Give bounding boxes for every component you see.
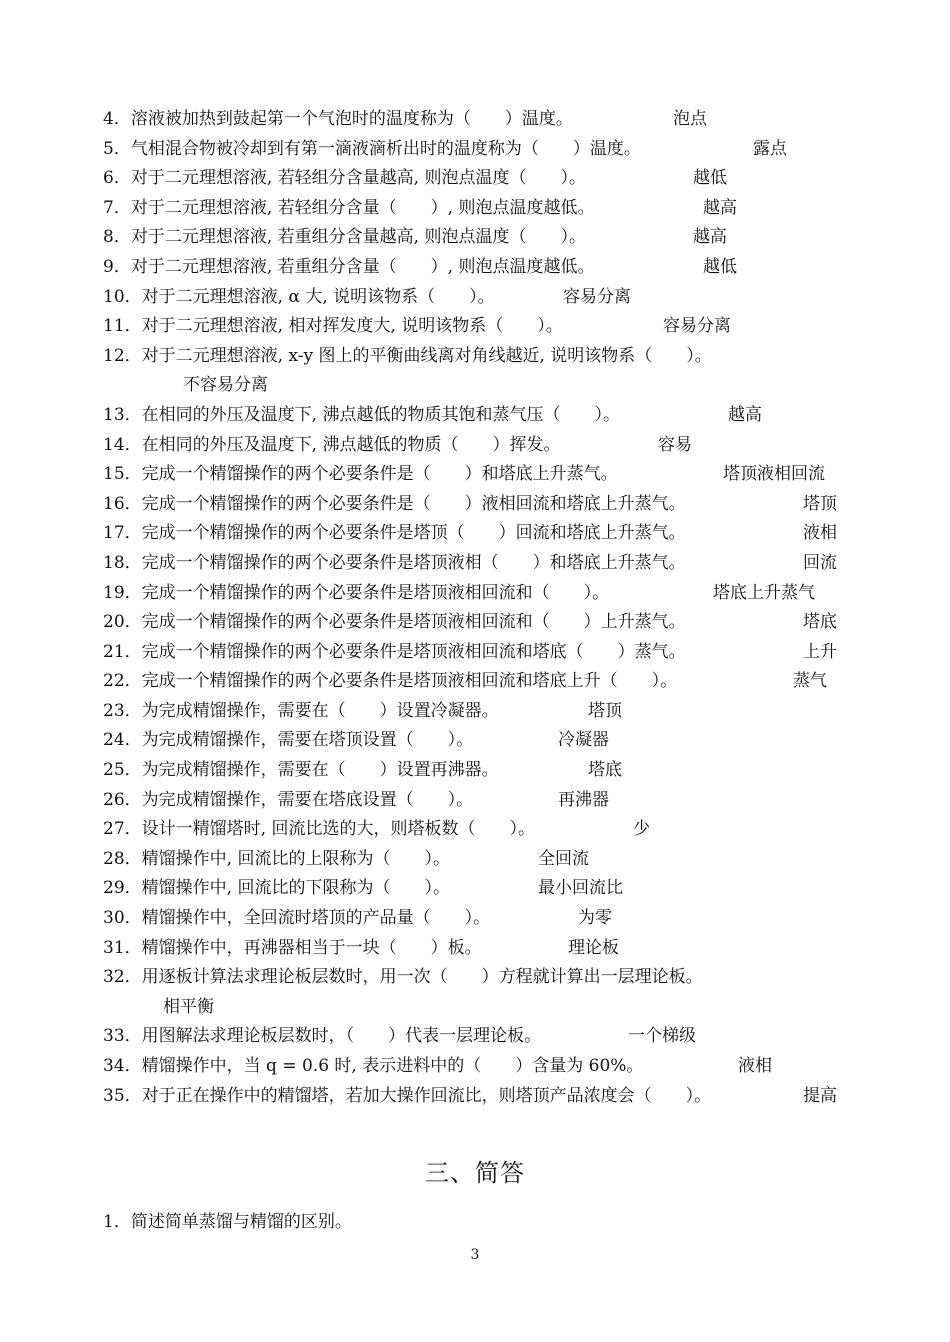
question-answer-continuation: 相平衡: [163, 996, 214, 1017]
question-text: 对于二元理想溶液, x-y 图上的平衡曲线离对角线越近, 说明该物系（ ）。: [141, 345, 712, 366]
question-answer: 越高: [728, 404, 762, 425]
question-text: 完成一个精馏操作的两个必要条件是（ ）和塔底上升蒸气。: [141, 464, 618, 485]
question-item: [103, 549, 848, 579]
question-item: [103, 519, 848, 549]
short-answer-question: 1．简述简单蒸馏与精馏的区别。: [103, 1212, 352, 1232]
question-answer: 理论板: [568, 937, 619, 958]
question-number: 25．: [103, 760, 142, 781]
question-answer: 塔底上升蒸气: [713, 582, 815, 603]
question-text: 精馏操作中, 回流比的下限称为（ ）。: [141, 878, 450, 899]
page-number: 3: [470, 1247, 480, 1263]
question-item: [103, 638, 848, 668]
question-number: 34．: [103, 1056, 142, 1076]
question-answer: 液相: [803, 523, 837, 544]
question-item: [103, 934, 848, 964]
question-answer: 越低: [693, 168, 727, 189]
question-answer-continuation: 不容易分离: [183, 375, 268, 396]
question-text: 完成一个精馏操作的两个必要条件是塔顶液相回流和塔底（ ）蒸气。: [141, 641, 686, 662]
question-answer: 容易分离: [563, 286, 631, 307]
question-item: [103, 105, 848, 135]
question-item: [103, 312, 848, 342]
question-number: 21．: [103, 641, 142, 662]
question-text: 为完成精馏操作，需要在（ ）设置冷凝器。: [141, 700, 499, 721]
question-item: [103, 490, 848, 520]
question-text: 完成一个精馏操作的两个必要条件是（ ）液相回流和塔底上升蒸气。: [141, 493, 686, 514]
question-answer: 液相: [738, 1056, 772, 1076]
question-item: [103, 342, 848, 372]
question-answer: 泡点: [673, 109, 707, 129]
question-text: 完成一个精馏操作的两个必要条件是塔顶液相回流和（ ）上升蒸气。: [141, 612, 686, 633]
question-text: 对于二元理想溶液, α 大, 说明该物系（ ）。: [141, 286, 495, 307]
question-number: 28．: [103, 848, 142, 869]
question-number: 13．: [103, 404, 142, 425]
question-number: 7．: [103, 197, 131, 218]
question-number: 4．: [103, 109, 131, 129]
question-item: [103, 1082, 848, 1112]
question-answer: 容易分离: [663, 316, 731, 337]
question-text: 精馏操作中，当 q = 0.6 时, 表示进料中的（ ）含量为 60%。: [141, 1056, 644, 1076]
question-answer: 越低: [703, 256, 737, 277]
question-number: 5．: [103, 138, 131, 159]
question-text: 完成一个精馏操作的两个必要条件是塔顶液相回流和（ ）。: [141, 582, 610, 603]
question-answer: 塔底: [588, 760, 622, 781]
question-text: 在相同的外压及温度下, 沸点越低的物质（ ）挥发。: [141, 434, 561, 455]
question-item: [103, 756, 848, 786]
question-answer: 上升: [803, 641, 837, 662]
question-item: [103, 963, 848, 993]
question-number: 22．: [103, 671, 142, 692]
question-number: 19．: [103, 582, 142, 603]
question-number: 6．: [103, 168, 131, 189]
question-answer: 越高: [703, 197, 737, 218]
question-text: 为完成精馏操作，需要在塔顶设置（ ）。: [141, 730, 474, 751]
question-number: 16．: [103, 493, 142, 514]
question-number: 26．: [103, 789, 142, 810]
question-number: 29．: [103, 878, 142, 899]
question-item: [103, 135, 848, 165]
question-answer: 冷凝器: [558, 730, 609, 751]
question-number: 14．: [103, 434, 142, 455]
question-text: 完成一个精馏操作的两个必要条件是塔顶液相（ ）和塔底上升蒸气。: [141, 552, 686, 573]
question-answer: 最小回流比: [538, 878, 623, 899]
question-answer: 越高: [693, 227, 727, 248]
question-item: [103, 786, 848, 816]
question-item: [103, 608, 848, 638]
question-text: 精馏操作中, 回流比的上限称为（ ）。: [141, 848, 450, 869]
question-number: 20．: [103, 612, 142, 633]
question-item: [103, 223, 848, 253]
question-text: 完成一个精馏操作的两个必要条件是塔顶（ ）回流和塔底上升蒸气。: [141, 523, 686, 544]
question-item: [103, 874, 848, 904]
question-number: 8．: [103, 227, 131, 248]
question-number: 24．: [103, 730, 142, 751]
fill-in-questions-list: [103, 105, 848, 1111]
question-text: 在相同的外压及温度下, 沸点越低的物质其饱和蒸气压（ ）。: [141, 404, 620, 425]
question-item: [103, 579, 848, 609]
question-answer: 再沸器: [558, 789, 609, 810]
question-answer: 一个梯级: [628, 1026, 696, 1047]
question-text: 气相混合物被冷却到有第一滴液滴析出时的温度称为（ ）温度。: [130, 138, 641, 159]
question-text: 对于二元理想溶液, 相对挥发度大, 说明该物系（ ）。: [141, 316, 563, 337]
question-answer: 为零: [578, 908, 612, 929]
question-text: 对于正在操作中的精馏塔，若加大操作回流比，则塔顶产品浓度会（ ）。: [141, 1085, 712, 1106]
question-number: 31．: [103, 937, 142, 958]
question-item: [103, 815, 848, 845]
question-item: [103, 845, 848, 875]
question-answer: 容易: [658, 434, 692, 455]
question-text: 对于二元理想溶液, 若重组分含量（ ）, 则泡点温度越低。: [130, 256, 595, 277]
question-item: [103, 283, 848, 313]
question-number: 18．: [103, 552, 142, 573]
question-answer: 塔顶: [803, 493, 837, 514]
question-number: 35．: [103, 1085, 142, 1106]
question-number: 30．: [103, 908, 142, 929]
question-text: 对于二元理想溶液, 若轻组分含量越高, 则泡点温度（ ）。: [130, 168, 586, 189]
question-item: [103, 253, 848, 283]
question-number: 33．: [103, 1026, 142, 1047]
question-text: 精馏操作中，再沸器相当于一块（ ）板。: [141, 937, 482, 958]
question-number: 11．: [103, 316, 142, 337]
question-item: [103, 194, 848, 224]
question-number: 27．: [103, 819, 142, 840]
question-item: [103, 164, 848, 194]
question-text: 完成一个精馏操作的两个必要条件是塔顶液相回流和塔底上升（ ）。: [141, 671, 678, 692]
question-number: 23．: [103, 700, 142, 721]
question-number: 32．: [103, 967, 142, 988]
question-answer: 回流: [803, 552, 837, 573]
question-number: 10．: [103, 286, 142, 307]
question-item: [103, 431, 848, 461]
question-item: [103, 401, 848, 431]
question-text: 溶液被加热到鼓起第一个气泡时的温度称为（ ）温度。: [130, 109, 573, 129]
question-text: 用图解法求理论板层数时，（ ）代表一层理论板。: [141, 1026, 542, 1047]
question-item: [103, 726, 848, 756]
question-text: 用逐板计算法求理论板层数时，用一次（ ）方程就计算出一层理论板。: [141, 967, 703, 988]
question-item: [103, 1022, 848, 1052]
question-item: [103, 904, 848, 934]
question-answer: 塔顶: [588, 700, 622, 721]
section-title: 三、简答: [425, 1159, 525, 1187]
question-answer: 提高: [803, 1085, 837, 1106]
question-number: 15．: [103, 464, 142, 485]
question-answer: 蒸气: [793, 671, 827, 692]
question-number: 12．: [103, 345, 142, 366]
question-item: [103, 667, 848, 697]
question-answer: 露点: [753, 138, 787, 159]
question-item: [103, 697, 848, 727]
question-text: 为完成精馏操作，需要在塔底设置（ ）。: [141, 789, 474, 810]
question-text: 为完成精馏操作，需要在（ ）设置再沸器。: [141, 760, 499, 781]
question-text: 精馏操作中，全回流时塔顶的产品量（ ）。: [141, 908, 491, 929]
question-text: 对于二元理想溶液, 若轻组分含量（ ）, 则泡点温度越低。: [130, 197, 595, 218]
question-item: [103, 1052, 848, 1082]
question-answer: 塔顶液相回流: [723, 464, 825, 485]
question-number: 17．: [103, 523, 142, 544]
question-number: 9．: [103, 256, 131, 277]
question-text: 对于二元理想溶液, 若重组分含量越高, 则泡点温度（ ）。: [130, 227, 586, 248]
question-answer: 全回流: [538, 848, 589, 869]
question-answer: 少: [633, 819, 650, 840]
question-answer: 塔底: [803, 612, 837, 633]
question-item: [103, 460, 848, 490]
question-text: 设计一精馏塔时, 回流比选的大，则塔板数（ ）。: [141, 819, 535, 840]
